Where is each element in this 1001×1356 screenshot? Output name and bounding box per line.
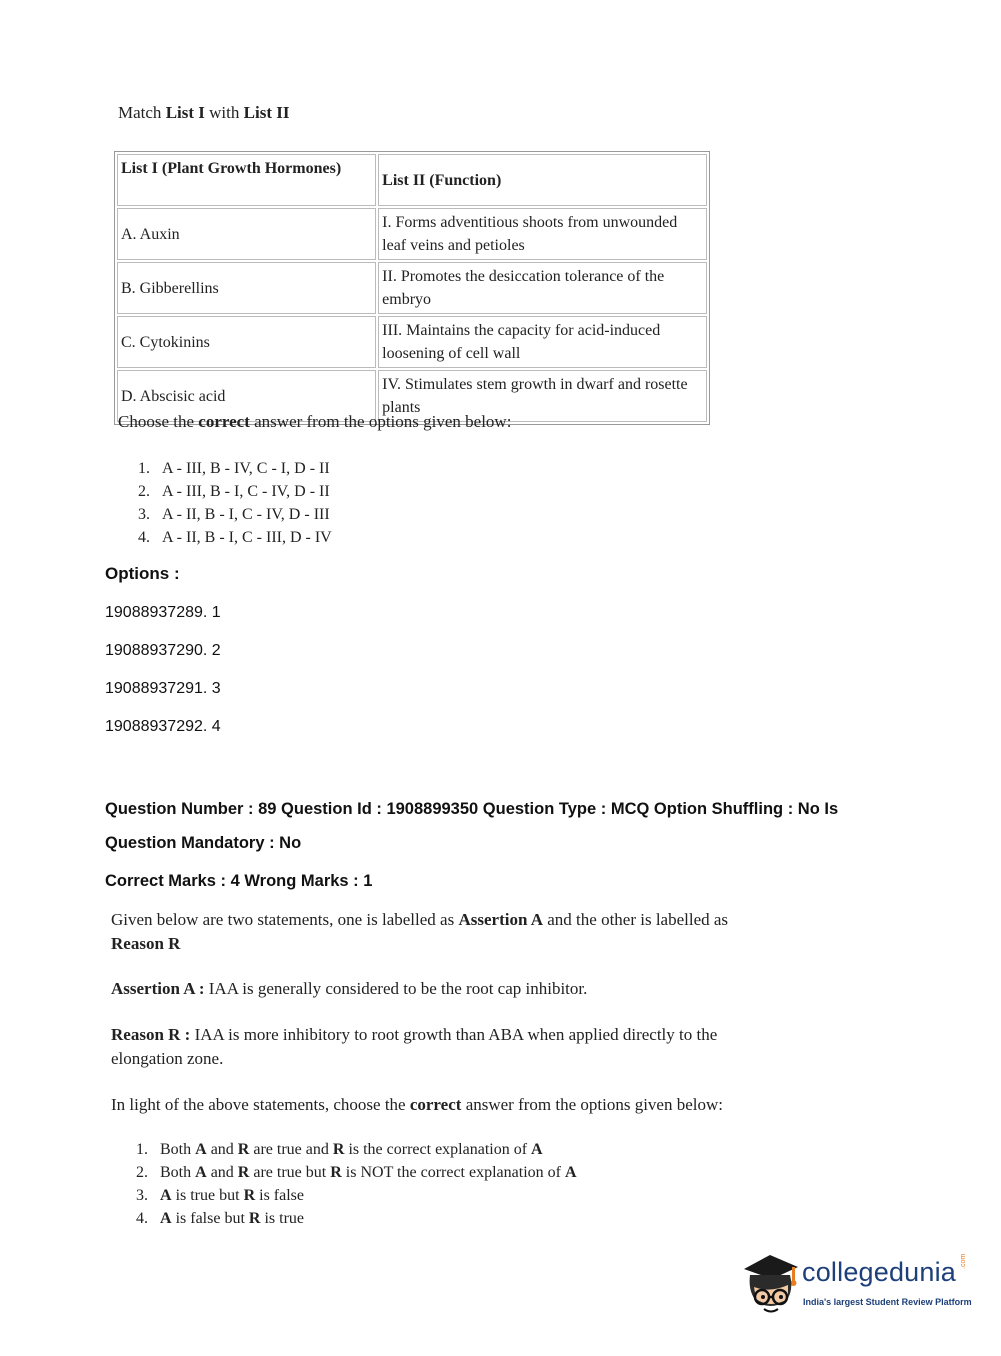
list-item: 2. A - III, B - I, C - IV, D - II: [138, 483, 330, 500]
list-item: 1. Both A and R are true and R is the correct explanation of A: [136, 1141, 543, 1158]
table-cell: C. Cytokinins: [117, 316, 376, 368]
table-cell: B. Gibberellins: [117, 262, 376, 314]
choose-instruction: Choose the correct answer from the options given below:: [118, 412, 512, 431]
list-item: 3. A is true but R is false: [136, 1187, 304, 1204]
option-line: 19088937292. 4: [105, 718, 221, 735]
q2-choice-list: [136, 1138, 577, 1230]
list-item: 3. A - II, B - I, C - IV, D - III: [138, 506, 330, 523]
question-mandatory: Question Mandatory : No: [105, 834, 302, 852]
table-row: [117, 262, 707, 314]
question-meta: Question Number : 89 Question Id : 1908899350 Question Type : MCQ Option Shuffling : No Is: [105, 800, 839, 818]
table-row: [117, 208, 707, 260]
statement-intro: Given below are two statements, one is labelled as Assertion A and the other is labelled as Reason R: [111, 910, 729, 953]
table-cell: IV. Stimulates stem growth in dwarf and rosette plants: [378, 370, 707, 422]
logo-wordmark: collegedunia: [802, 1257, 957, 1287]
table-cell: I. Forms adventitious shoots from unwounded leaf veins and petioles: [378, 208, 707, 260]
list-item: 4. A - II, B - I, C - III, D - IV: [138, 529, 332, 546]
option-line: 19088937289. 1: [105, 604, 221, 621]
assertion-statement: Assertion A : IAA is generally considered to be the root cap inhibitor.: [111, 979, 588, 998]
table-cell: A. Auxin: [117, 208, 376, 260]
collegedunia-logo[interactable]: [740, 1247, 980, 1319]
options-label: Options :: [105, 564, 180, 583]
list-item: 2. Both A and R are true but R is NOT the correct explanation of A: [136, 1164, 577, 1181]
choose-instruction-2: In light of the above statements, choose the correct answer from the options given below:: [111, 1095, 723, 1114]
reason-statement: Reason R : IAA is more inhibitory to root growth than ABA when applied directly to the elongation zone.: [111, 1025, 718, 1068]
option-line: 19088937291. 3: [105, 680, 221, 697]
mascot-icon: [740, 1247, 804, 1319]
table-header-row: [117, 154, 707, 206]
table-cell: D. Abscisic acid: [117, 370, 376, 422]
match-table: [114, 151, 710, 425]
list-item: 4. A is false but R is true: [136, 1210, 304, 1227]
match-instruction: Match List I with List II: [118, 103, 290, 122]
q1-choice-list: [138, 457, 332, 549]
list-item: 1. A - III, B - IV, C - I, D - II: [138, 460, 330, 477]
table-header-list1: List I (Plant Growth Hormones): [117, 154, 376, 206]
question-marks: Correct Marks : 4 Wrong Marks : 1: [105, 872, 373, 890]
logo-tagline: India's largest Student Review Platform: [803, 1297, 972, 1307]
logo-domain-suffix: .com: [960, 1253, 967, 1269]
table-cell: II. Promotes the desiccation tolerance of the embryo: [378, 262, 707, 314]
table-row: [117, 316, 707, 368]
table-cell: III. Maintains the capacity for acid-induced loosening of cell wall: [378, 316, 707, 368]
option-line: 19088937290. 2: [105, 642, 221, 659]
table-header-list2: List II (Function): [378, 154, 707, 206]
